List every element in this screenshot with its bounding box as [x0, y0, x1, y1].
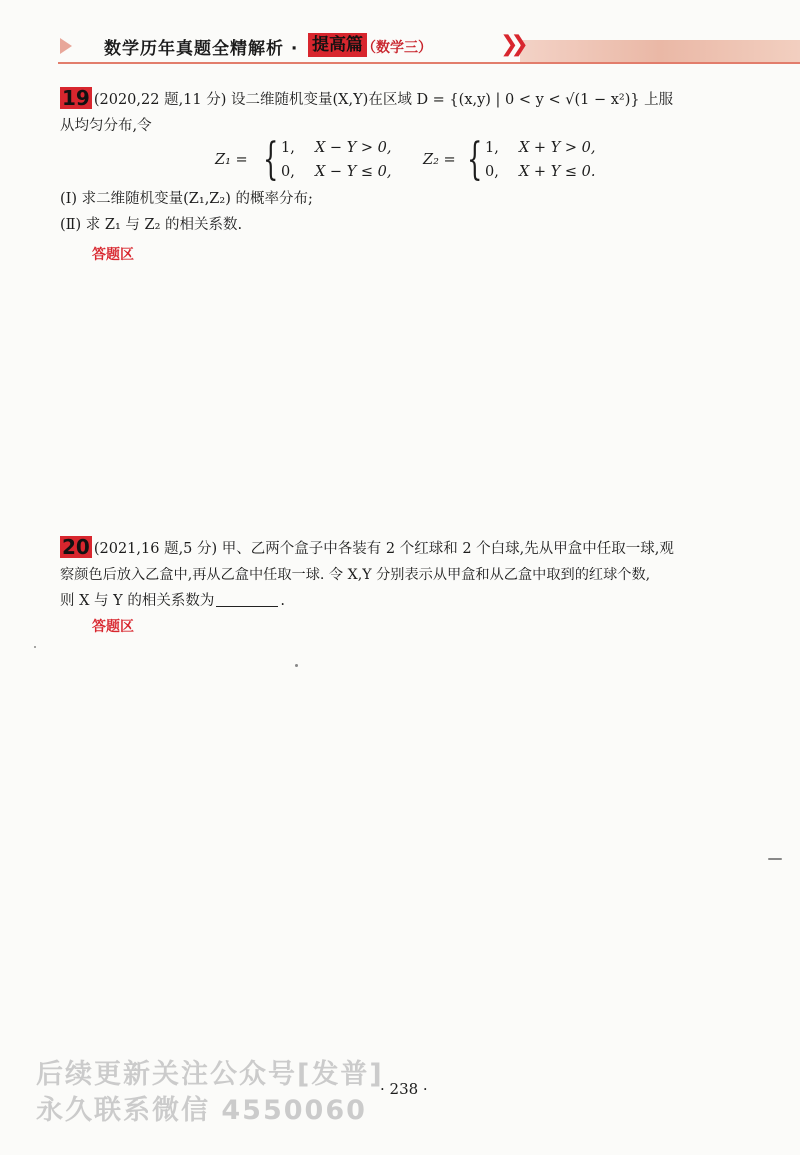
z2-case1-value: 1, [485, 140, 499, 156]
q19-part2: (Ⅱ) 求 Z₁ 与 Z₂ 的相关系数. [60, 217, 243, 233]
z1-lhs: Z₁ = [215, 152, 248, 168]
z1-case2-condition: X − Y ≤ 0, [315, 164, 392, 180]
q20-text-line3: 则 X 与 Y 的相关系数为 [60, 593, 215, 609]
q19-text-line1: 设二维随机变量(X,Y)在区域 D = {(x,y) | 0 < y < √(1 − x²)} 上服 [231, 92, 674, 108]
q20-number: 20 [62, 535, 90, 559]
left-brace-icon: { [263, 134, 279, 185]
left-brace-icon: { [467, 134, 483, 185]
scan-speck [295, 664, 298, 667]
q19-text-line2: 从均匀分布,令 [60, 118, 152, 134]
z1-case2-value: 0, [281, 164, 295, 180]
q19-line1 [60, 87, 760, 113]
z1-case1-condition: X − Y > 0, [315, 140, 392, 156]
q20-text-line3-end: . [280, 593, 285, 609]
q20-line3 [60, 588, 760, 614]
header-arrow-icon [60, 38, 72, 54]
scan-speck [34, 646, 36, 648]
q19-source: (2020,22 题,11 分) [93, 92, 227, 108]
z2-case2-condition: X + Y ≤ 0. [519, 164, 596, 180]
q20-text-line1: 甲、乙两个盒子中各装有 2 个红球和 2 个白球,先从甲盒中任取一球,观 [221, 541, 674, 557]
q19-number: 19 [62, 86, 90, 110]
z2-case2-value: 0, [485, 164, 499, 180]
q19-answer-area-label: 答题区 [92, 247, 134, 263]
z1-case1-value: 1, [281, 140, 295, 156]
watermark-line2: 永久联系微信 4550060 [36, 1095, 367, 1126]
z2-lhs: Z₂ = [423, 152, 456, 168]
header-decorative-band [520, 40, 800, 62]
scan-speck [768, 858, 782, 860]
z2-case1-condition: X + Y > 0, [519, 140, 596, 156]
book-title: 数学历年真题全精解析 · [104, 39, 299, 59]
q20-source: (2021,16 题,5 分) [93, 541, 218, 557]
q20-text-line2: 察颜色后放入乙盒中,再从乙盒中任取一球. 令 X,Y 分别表示从甲盒和从乙盒中取到的红球个数, [60, 567, 651, 583]
section-badge: 提高篇 [308, 33, 367, 57]
z1-definition [215, 134, 425, 186]
page-header [0, 30, 800, 70]
book-subtitle: （数学三） [362, 40, 432, 56]
answer-blank[interactable] [216, 606, 278, 607]
z2-definition [423, 134, 623, 186]
q20-line1 [60, 536, 760, 562]
header-rule [58, 62, 800, 64]
q20-answer-area-label: 答题区 [92, 619, 134, 635]
page-number: · 238 · [380, 1080, 428, 1098]
watermark-line1: 后续更新关注公众号[发普] [36, 1059, 384, 1090]
q19-part1: (Ⅰ) 求二维随机变量(Z₁,Z₂) 的概率分布; [60, 191, 313, 207]
double-chevron-icon: ❯❯ [500, 32, 521, 57]
